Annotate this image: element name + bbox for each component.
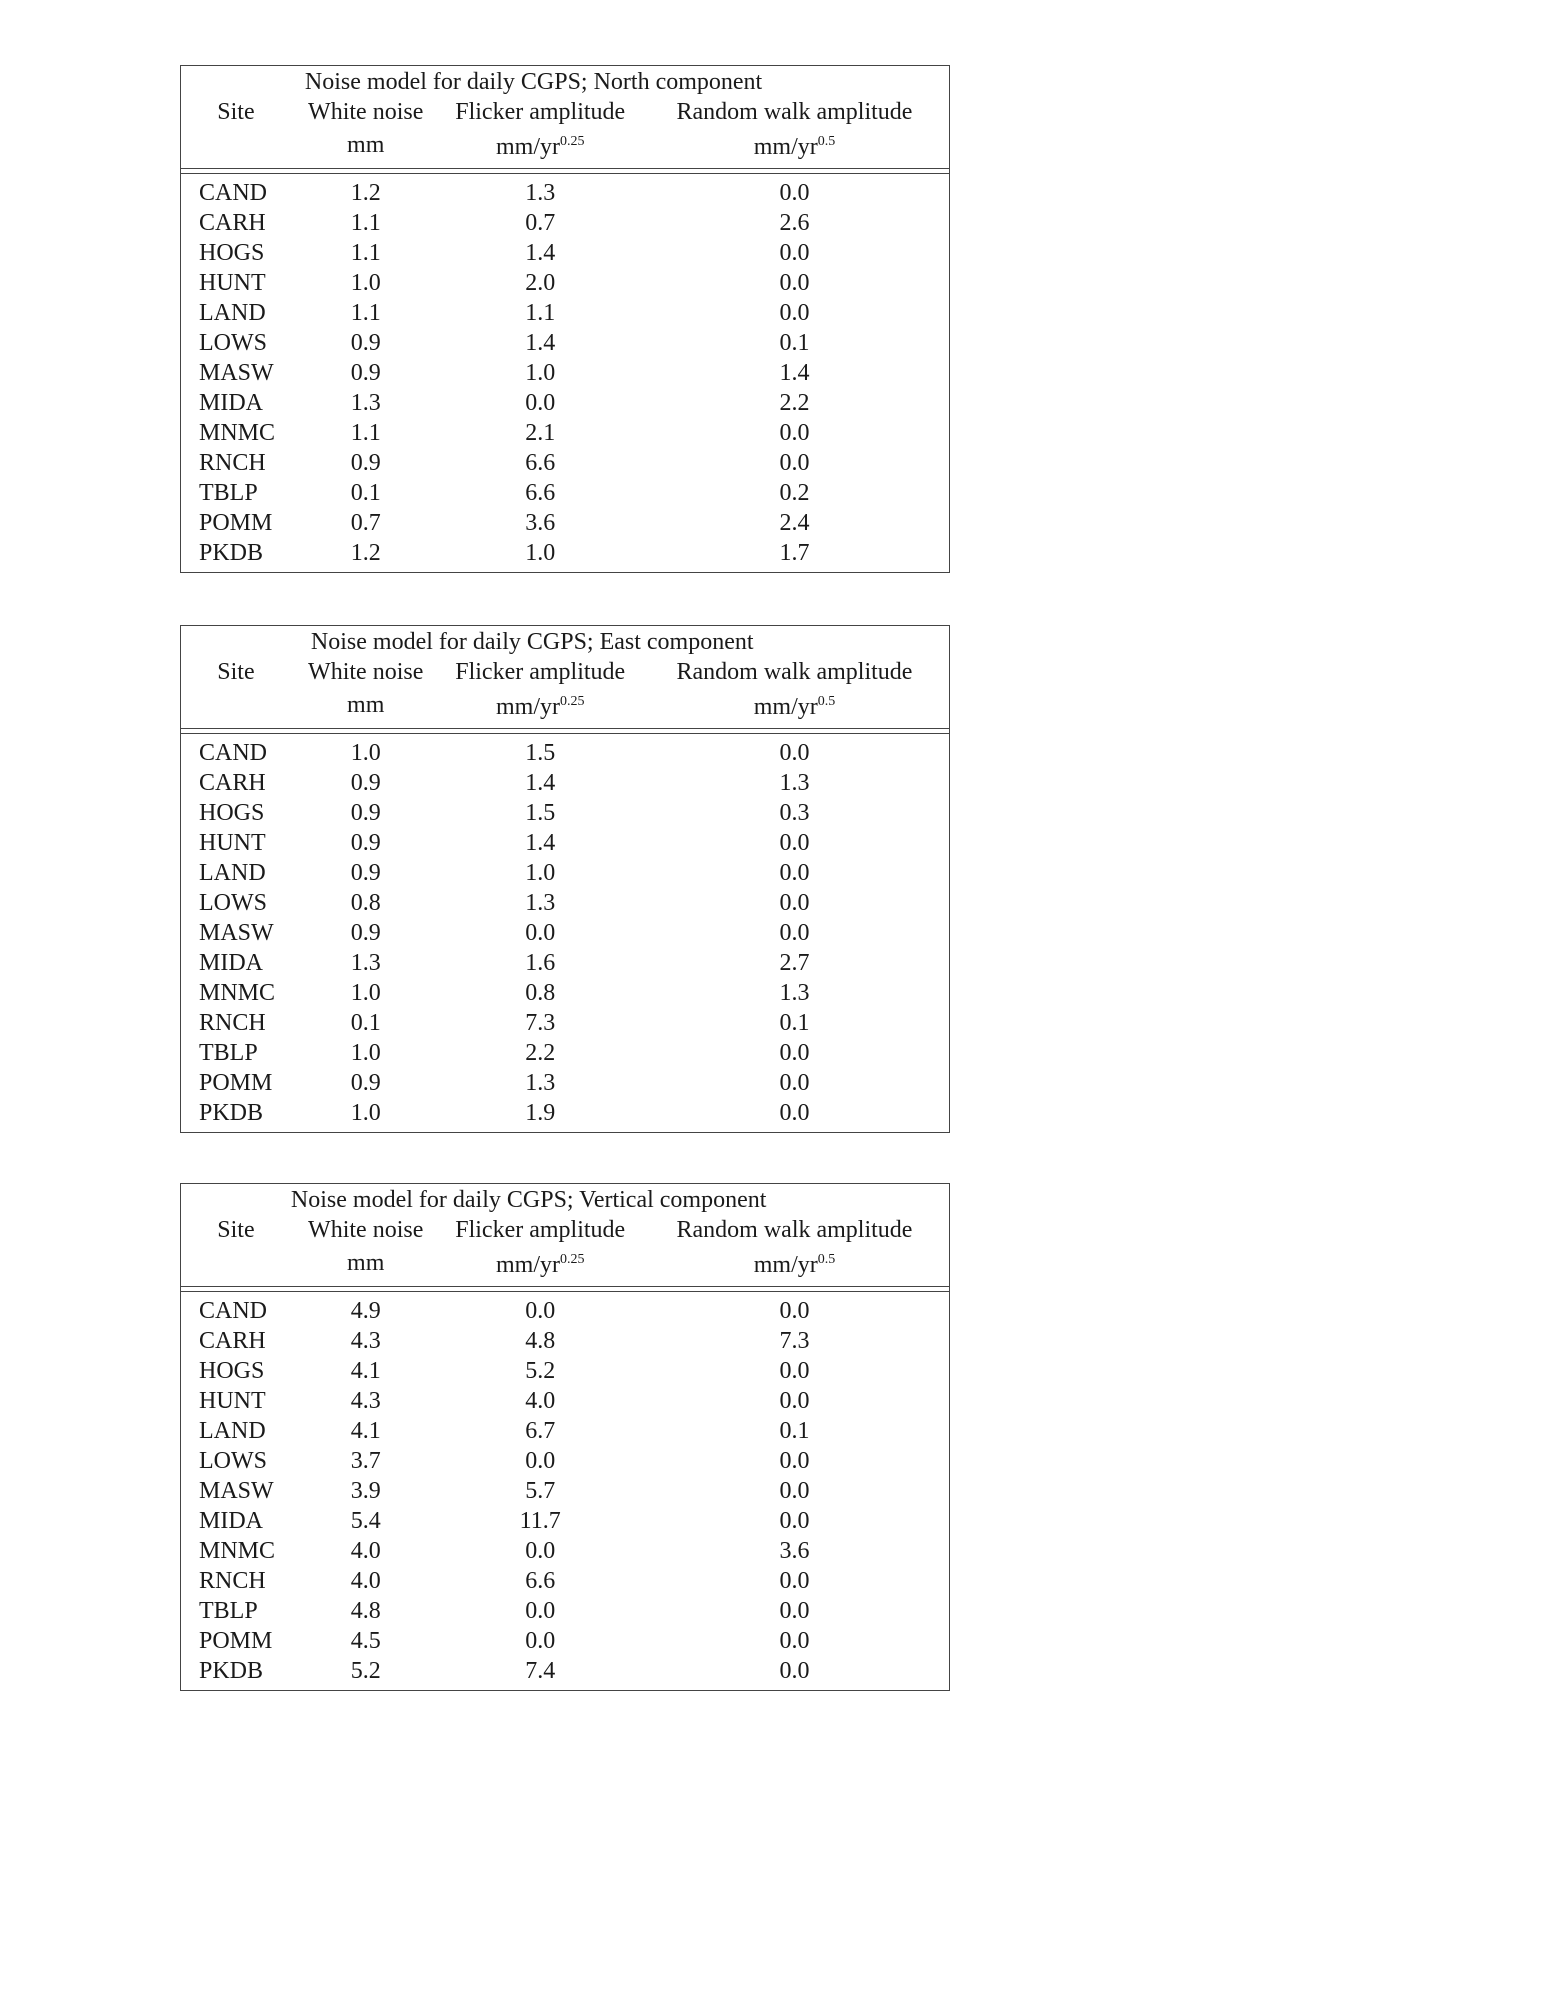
unit-flicker: $mm/yr^{0.25}$ — [495, 694, 585, 720]
header-white-noise: White noise — [308, 99, 424, 125]
flicker-cell: 0.0 — [525, 1598, 556, 1624]
white-noise-cell: 1.0 — [350, 980, 381, 1006]
white-noise-cell: 1.1 — [350, 240, 381, 266]
site-cell: RNCH — [199, 1568, 266, 1594]
flicker-cell: 1.4 — [525, 240, 556, 266]
table-row — [181, 538, 949, 568]
random-walk-cell: 0.0 — [779, 1298, 810, 1324]
random-walk-cell: 0.0 — [779, 300, 810, 326]
site-cell: LAND — [199, 860, 266, 886]
white-noise-cell: 5.4 — [350, 1508, 381, 1534]
random-walk-cell: 0.0 — [779, 860, 810, 886]
table-row — [181, 1566, 949, 1596]
white-noise-cell: 1.2 — [350, 180, 381, 206]
random-walk-cell: 0.0 — [779, 1508, 810, 1534]
flicker-cell: 1.0 — [525, 540, 556, 566]
site-cell: PKDB — [199, 1658, 264, 1684]
flicker-cell: 0.7 — [525, 210, 556, 236]
white-noise-cell: 4.0 — [350, 1538, 381, 1564]
table-row — [181, 478, 949, 508]
flicker-cell: 5.2 — [525, 1358, 556, 1384]
white-noise-cell: 0.7 — [350, 510, 381, 536]
unit-white-noise: mm — [347, 131, 385, 158]
table-title: Noise model for daily CGPS; Vertical component — [290, 1187, 767, 1213]
flicker-cell: 3.6 — [525, 510, 556, 536]
random-walk-cell: 0.0 — [779, 1448, 810, 1474]
header-site: Site — [217, 99, 255, 125]
table-row — [181, 948, 949, 978]
random-walk-cell: 0.0 — [779, 1478, 810, 1504]
white-noise-cell: 0.9 — [350, 920, 381, 946]
flicker-cell: 11.7 — [519, 1508, 561, 1534]
site-cell: CAND — [199, 180, 268, 206]
site-cell: TBLP — [199, 480, 258, 506]
white-noise-cell: 1.0 — [350, 1040, 381, 1066]
site-cell: LOWS — [199, 890, 267, 916]
table-row — [181, 1416, 949, 1446]
table-row — [181, 1038, 949, 1068]
header-flicker: Flicker amplitude — [455, 1217, 626, 1243]
white-noise-cell: 0.9 — [350, 360, 381, 386]
site-cell: CARH — [199, 1328, 266, 1354]
site-cell: LOWS — [199, 1448, 267, 1474]
white-noise-cell: 0.8 — [350, 890, 381, 916]
noise-table-vertical — [180, 1183, 950, 1691]
table-row — [181, 978, 949, 1008]
site-cell: LAND — [199, 300, 266, 326]
random-walk-cell: 0.2 — [779, 480, 810, 506]
table-row — [181, 1536, 949, 1566]
white-noise-cell: 0.9 — [350, 1070, 381, 1096]
table-row — [181, 388, 949, 418]
table-row — [181, 268, 949, 298]
random-walk-cell: 1.7 — [779, 540, 810, 566]
flicker-cell: 6.7 — [525, 1418, 556, 1444]
site-cell: MNMC — [199, 1538, 276, 1564]
flicker-cell: 7.4 — [525, 1658, 556, 1684]
random-walk-cell: 1.3 — [779, 980, 810, 1006]
flicker-cell: 1.9 — [525, 1100, 556, 1126]
random-walk-cell: 0.3 — [779, 800, 810, 826]
white-noise-cell: 3.9 — [350, 1478, 381, 1504]
site-cell: MIDA — [199, 1508, 263, 1534]
random-walk-cell: 0.0 — [779, 890, 810, 916]
site-cell: CARH — [199, 210, 266, 236]
site-cell: HOGS — [199, 240, 265, 266]
white-noise-cell: 0.9 — [350, 450, 381, 476]
table-row — [181, 298, 949, 328]
flicker-cell: 1.3 — [525, 890, 556, 916]
random-walk-cell: 0.1 — [779, 1418, 810, 1444]
site-cell: POMM — [199, 510, 273, 536]
random-walk-cell: 0.0 — [779, 1358, 810, 1384]
random-walk-cell: 0.0 — [779, 1658, 810, 1684]
site-cell: CARH — [199, 770, 266, 796]
flicker-cell: 1.5 — [525, 740, 556, 766]
site-cell: MASW — [199, 360, 274, 386]
unit-flicker: $mm/yr^{0.25}$ — [495, 134, 585, 160]
random-walk-cell: 0.0 — [779, 270, 810, 296]
table-row — [181, 1476, 949, 1506]
unit-white-noise: mm — [347, 1249, 385, 1276]
random-walk-cell: 0.0 — [779, 1100, 810, 1126]
table-row — [181, 1326, 949, 1356]
white-noise-cell: 1.0 — [350, 1100, 381, 1126]
site-cell: MIDA — [199, 950, 263, 976]
site-cell: PKDB — [199, 1100, 264, 1126]
header-random-walk: Random walk amplitude — [676, 99, 913, 125]
white-noise-cell: 1.1 — [350, 210, 381, 236]
random-walk-cell: 0.1 — [779, 330, 810, 356]
table-row — [181, 1356, 949, 1386]
site-cell: PKDB — [199, 540, 264, 566]
random-walk-cell: 2.7 — [779, 950, 810, 976]
site-cell: HUNT — [199, 270, 266, 296]
header-site: Site — [217, 1217, 255, 1243]
site-cell: RNCH — [199, 1010, 266, 1036]
site-cell: MIDA — [199, 390, 263, 416]
flicker-cell: 1.4 — [525, 830, 556, 856]
site-cell: CAND — [199, 1298, 268, 1324]
white-noise-cell: 0.9 — [350, 830, 381, 856]
table-row — [181, 1296, 949, 1326]
table-row — [181, 1098, 949, 1128]
random-walk-cell: 7.3 — [779, 1328, 810, 1354]
table-title: Noise model for daily CGPS; East component — [310, 629, 754, 655]
white-noise-cell: 1.3 — [350, 390, 381, 416]
table-row — [181, 238, 949, 268]
site-cell: LOWS — [199, 330, 267, 356]
table-row — [181, 798, 949, 828]
flicker-cell: 2.2 — [525, 1040, 556, 1066]
flicker-cell: 0.0 — [525, 390, 556, 416]
flicker-cell: 0.0 — [525, 1448, 556, 1474]
site-cell: HOGS — [199, 800, 265, 826]
white-noise-cell: 3.7 — [350, 1448, 381, 1474]
white-noise-cell: 0.9 — [350, 770, 381, 796]
random-walk-cell: 1.3 — [779, 770, 810, 796]
flicker-cell: 1.3 — [525, 180, 556, 206]
unit-random-walk: $mm/yr^{0.5}$ — [753, 134, 836, 160]
table-row — [181, 1596, 949, 1626]
site-cell: TBLP — [199, 1598, 258, 1624]
site-cell: POMM — [199, 1070, 273, 1096]
flicker-cell: 2.1 — [525, 420, 556, 446]
random-walk-cell: 0.0 — [779, 450, 810, 476]
site-cell: MNMC — [199, 420, 276, 446]
header-random-walk: Random walk amplitude — [676, 659, 913, 685]
white-noise-cell: 4.1 — [350, 1418, 381, 1444]
site-cell: HUNT — [199, 1388, 266, 1414]
table-row — [181, 1386, 949, 1416]
random-walk-cell: 0.0 — [779, 420, 810, 446]
site-cell: RNCH — [199, 450, 266, 476]
white-noise-cell: 1.0 — [350, 270, 381, 296]
noise-table-north — [180, 65, 950, 573]
white-noise-cell: 0.9 — [350, 860, 381, 886]
flicker-cell: 7.3 — [525, 1010, 556, 1036]
table-row — [181, 208, 949, 238]
table-row — [181, 418, 949, 448]
white-noise-cell: 0.1 — [350, 1010, 381, 1036]
flicker-cell: 1.4 — [525, 330, 556, 356]
table-row — [181, 1656, 949, 1686]
site-cell: MNMC — [199, 980, 276, 1006]
flicker-cell: 0.0 — [525, 1538, 556, 1564]
random-walk-cell: 0.0 — [779, 1628, 810, 1654]
flicker-cell: 2.0 — [525, 270, 556, 296]
flicker-cell: 0.0 — [525, 1628, 556, 1654]
site-cell: LAND — [199, 1418, 266, 1444]
table-row — [181, 358, 949, 388]
table-row — [181, 508, 949, 538]
flicker-cell: 1.0 — [525, 860, 556, 886]
random-walk-cell: 0.0 — [779, 180, 810, 206]
noise-table-east — [180, 625, 950, 1133]
random-walk-cell: 0.0 — [779, 1040, 810, 1066]
white-noise-cell: 1.0 — [350, 740, 381, 766]
flicker-cell: 1.0 — [525, 360, 556, 386]
random-walk-cell: 0.0 — [779, 740, 810, 766]
header-white-noise: White noise — [308, 659, 424, 685]
flicker-cell: 1.6 — [525, 950, 556, 976]
white-noise-cell: 0.9 — [350, 800, 381, 826]
flicker-cell: 0.0 — [525, 1298, 556, 1324]
random-walk-cell: 2.6 — [779, 210, 810, 236]
white-noise-cell: 4.0 — [350, 1568, 381, 1594]
random-walk-cell: 0.0 — [779, 830, 810, 856]
white-noise-cell: 4.8 — [350, 1598, 381, 1624]
flicker-cell: 1.4 — [525, 770, 556, 796]
table-row — [181, 888, 949, 918]
random-walk-cell: 2.4 — [779, 510, 810, 536]
table-row — [181, 828, 949, 858]
random-walk-cell: 3.6 — [779, 1538, 810, 1564]
random-walk-cell: 0.0 — [779, 920, 810, 946]
random-walk-cell: 0.0 — [779, 1388, 810, 1414]
unit-random-walk: $mm/yr^{0.5}$ — [753, 1252, 836, 1278]
white-noise-cell: 5.2 — [350, 1658, 381, 1684]
site-cell: HUNT — [199, 830, 266, 856]
white-noise-cell: 1.1 — [350, 420, 381, 446]
flicker-cell: 1.5 — [525, 800, 556, 826]
flicker-cell: 6.6 — [525, 480, 556, 506]
white-noise-cell: 4.3 — [350, 1388, 381, 1414]
table-row — [181, 858, 949, 888]
flicker-cell: 4.0 — [525, 1388, 556, 1414]
table-title: Noise model for daily CGPS; North component — [304, 69, 763, 95]
white-noise-cell: 4.5 — [350, 1628, 381, 1654]
table-row — [181, 1068, 949, 1098]
white-noise-cell: 0.1 — [350, 480, 381, 506]
white-noise-cell: 1.2 — [350, 540, 381, 566]
flicker-cell: 6.6 — [525, 450, 556, 476]
table-row — [181, 738, 949, 768]
table-row — [181, 178, 949, 208]
random-walk-cell: 0.0 — [779, 1568, 810, 1594]
flicker-cell: 4.8 — [525, 1328, 556, 1354]
site-cell: TBLP — [199, 1040, 258, 1066]
white-noise-cell: 0.9 — [350, 330, 381, 356]
flicker-cell: 1.3 — [525, 1070, 556, 1096]
random-walk-cell: 2.2 — [779, 390, 810, 416]
table-row — [181, 1008, 949, 1038]
unit-white-noise: mm — [347, 691, 385, 718]
header-flicker: Flicker amplitude — [455, 659, 626, 685]
header-flicker: Flicker amplitude — [455, 99, 626, 125]
random-walk-cell: 0.0 — [779, 1070, 810, 1096]
header-site: Site — [217, 659, 255, 685]
unit-random-walk: $mm/yr^{0.5}$ — [753, 694, 836, 720]
white-noise-cell: 4.1 — [350, 1358, 381, 1384]
table-row — [181, 328, 949, 358]
site-cell: MASW — [199, 1478, 274, 1504]
table-row — [181, 448, 949, 478]
site-cell: CAND — [199, 740, 268, 766]
white-noise-cell: 1.1 — [350, 300, 381, 326]
flicker-cell: 0.8 — [525, 980, 556, 1006]
flicker-cell: 5.7 — [525, 1478, 556, 1504]
flicker-cell: 1.1 — [525, 300, 556, 326]
flicker-cell: 0.0 — [525, 920, 556, 946]
site-cell: MASW — [199, 920, 274, 946]
table-row — [181, 1506, 949, 1536]
header-random-walk: Random walk amplitude — [676, 1217, 913, 1243]
site-cell: POMM — [199, 1628, 273, 1654]
table-row — [181, 1626, 949, 1656]
random-walk-cell: 0.1 — [779, 1010, 810, 1036]
flicker-cell: 6.6 — [525, 1568, 556, 1594]
random-walk-cell: 0.0 — [779, 240, 810, 266]
site-cell: HOGS — [199, 1358, 265, 1384]
white-noise-cell: 4.3 — [350, 1328, 381, 1354]
header-white-noise: White noise — [308, 1217, 424, 1243]
unit-flicker: $mm/yr^{0.25}$ — [495, 1252, 585, 1278]
white-noise-cell: 1.3 — [350, 950, 381, 976]
random-walk-cell: 1.4 — [779, 360, 810, 386]
white-noise-cell: 4.9 — [350, 1298, 381, 1324]
table-row — [181, 768, 949, 798]
table-row — [181, 918, 949, 948]
table-row — [181, 1446, 949, 1476]
random-walk-cell: 0.0 — [779, 1598, 810, 1624]
